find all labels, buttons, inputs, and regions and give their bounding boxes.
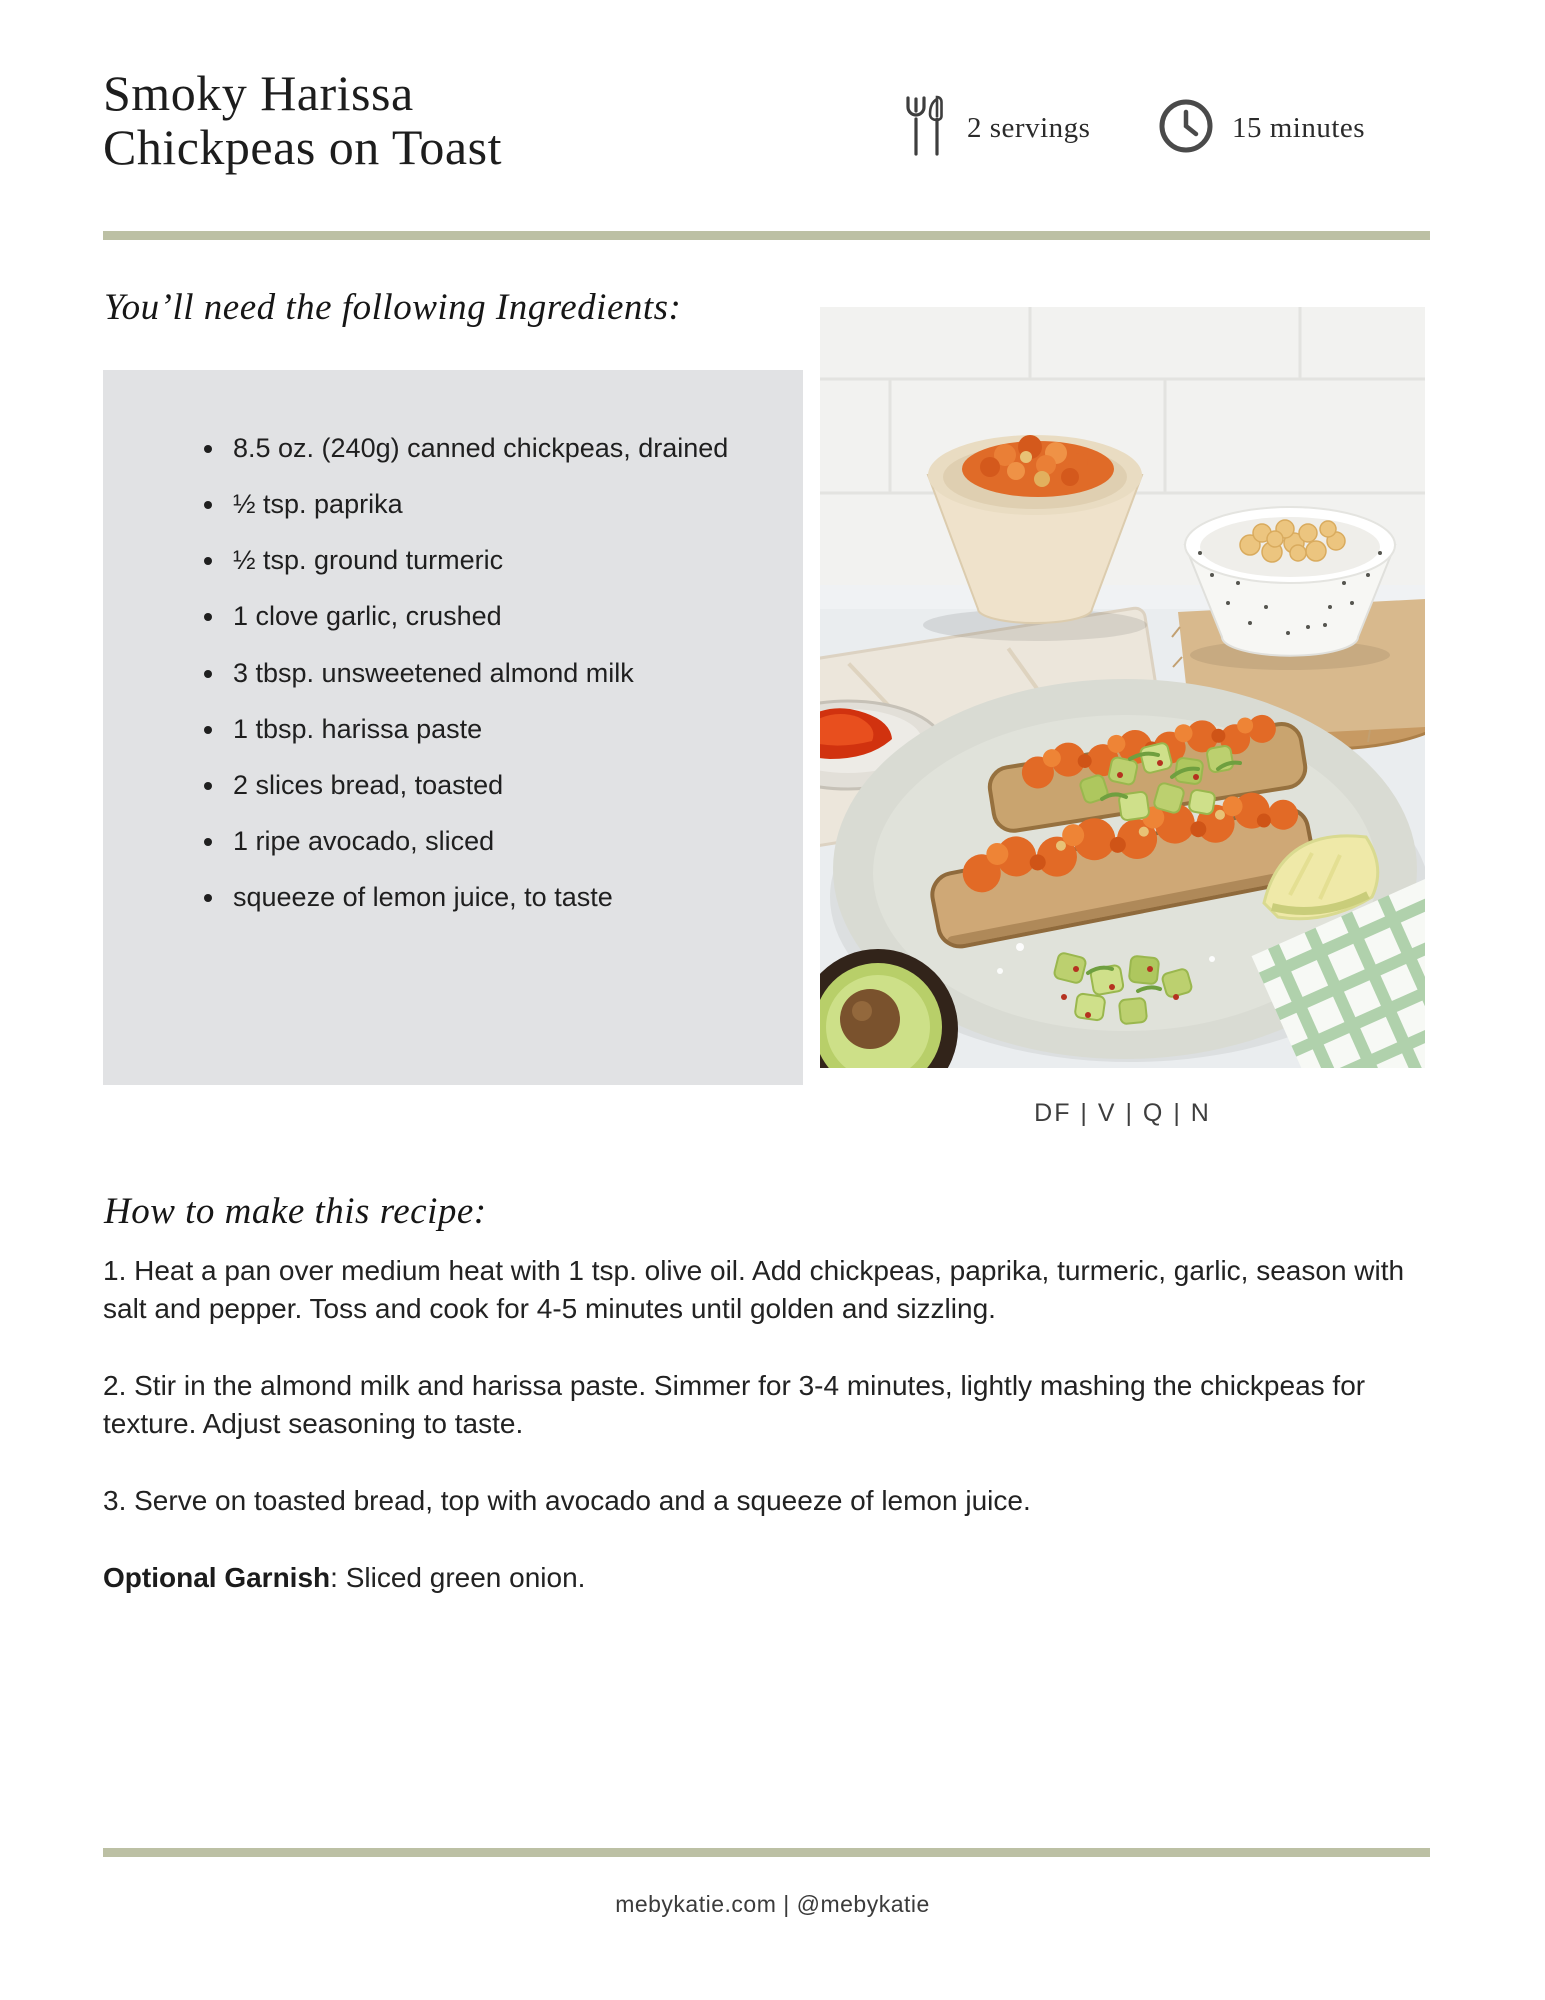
- clock-icon: [1158, 98, 1214, 159]
- garnish-label: Optional Garnish: [103, 1562, 331, 1594]
- time-info: [1158, 96, 1365, 160]
- ingredient-item: • 2 slices bread, toasted: [227, 757, 777, 813]
- footer-divider: [103, 1848, 1430, 1857]
- ingredient-item: • ½ tsp. paprika: [227, 476, 777, 532]
- time-label: 15 minutes: [1232, 111, 1366, 144]
- garnish-text: : Sliced green onion.: [330, 1562, 586, 1594]
- ingredient-item: • 1 tbsp. harissa paste: [227, 701, 777, 757]
- page-title-line1: Smoky Harissa: [103, 65, 414, 121]
- fork-knife-icon: [903, 95, 949, 162]
- footer-credit: mebykatie.com | @mebykatie: [615, 1891, 930, 1917]
- steps-list: [103, 1252, 1445, 1520]
- recipe-photo: [820, 307, 1425, 1068]
- instruction-step: 3. Serve on toasted bread, top with avocado and a squeeze of lemon juice.: [103, 1485, 1031, 1517]
- ingredients-list: [201, 420, 777, 925]
- ingredient-item: • ½ tsp. ground turmeric: [227, 532, 777, 588]
- ingredients-box: [103, 370, 803, 1085]
- header-divider: [103, 231, 1430, 240]
- ingredients-heading: You’ll need the following Ingredients:: [104, 287, 682, 328]
- servings-label: 2 servings: [967, 111, 1091, 144]
- instruction-step: 1. Heat a pan over medium heat with 1 tsp. olive oil. Add chickpeas, paprika, turmeric, garlic, season with salt and pepper. Toss and cook for 4-5 minutes until golden and sizzling.: [103, 1255, 1405, 1325]
- page-title: [103, 66, 502, 174]
- instructions-heading: How to make this recipe:: [104, 1191, 487, 1232]
- ingredient-item: • 1 clove garlic, crushed: [227, 588, 777, 644]
- page-title-line2: Chickpeas on Toast: [103, 119, 502, 175]
- garnish-note: [103, 1559, 1445, 1597]
- ingredient-item: • 8.5 oz. (240g) canned chickpeas, drained: [227, 420, 777, 476]
- servings-info: [903, 96, 1090, 160]
- ingredient-item: • 3 tbsp. unsweetened almond milk: [227, 645, 777, 701]
- instructions-steps: [103, 1252, 1445, 1636]
- ingredient-item: • 1 ripe avocado, sliced: [227, 813, 777, 869]
- ingredient-item: • squeeze of lemon juice, to taste: [227, 869, 777, 925]
- chickpea-bowl: [1185, 507, 1395, 670]
- instruction-step: 2. Stir in the almond milk and harissa paste. Simmer for 3-4 minutes, lightly mashing the chickpeas for texture. Adjust seasoning to taste.: [103, 1370, 1366, 1440]
- diet-tags: DF | V | Q | N: [1034, 1099, 1211, 1127]
